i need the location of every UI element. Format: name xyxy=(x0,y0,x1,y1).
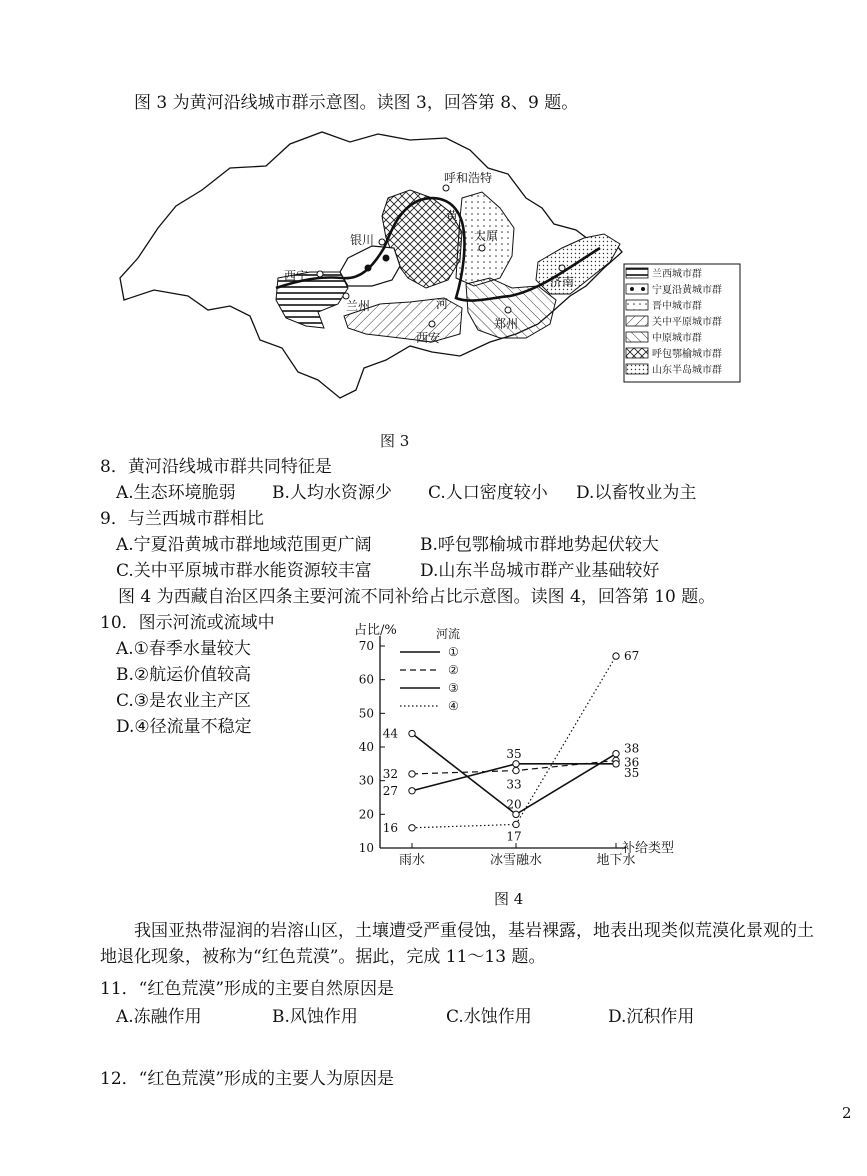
data-label: 35 xyxy=(506,746,522,761)
legend-label-1: ① xyxy=(448,645,459,659)
y-tick-label: 20 xyxy=(358,807,374,822)
fig3-caption: 图 3 xyxy=(380,432,410,450)
q11-option-d: D.沉积作用 xyxy=(608,1007,695,1027)
y-tick-label: 50 xyxy=(358,706,374,721)
data-point xyxy=(613,761,619,767)
city-yinchuan: 银川 xyxy=(350,233,375,247)
y-axis-label: 占比/% xyxy=(354,623,397,638)
data-point xyxy=(409,771,415,777)
legend-item-lanxi: 兰西城市群 xyxy=(652,269,702,280)
data-point xyxy=(513,761,519,767)
map-legend xyxy=(624,264,740,382)
data-point xyxy=(513,767,519,773)
legend-title: 河流 xyxy=(436,627,461,641)
x-tick-label: 地下水 xyxy=(596,853,636,868)
city-lanzhou: 兰州 xyxy=(346,299,371,313)
x-axis-label: 补给类型 xyxy=(622,841,675,856)
city-xining: 西宁 xyxy=(284,269,309,283)
data-point xyxy=(409,730,415,736)
q9-option-b: B.呼包鄂榆城市群地势起伏较大 xyxy=(420,535,659,555)
legend-item-zhongyuan: 中原城市群 xyxy=(652,333,702,344)
q8-option-c: C.人口密度较小 xyxy=(428,483,548,503)
city-hohhot: 呼和浩特 xyxy=(444,171,493,185)
legend-label-4: ④ xyxy=(448,699,459,713)
city-taiyuan: 太原 xyxy=(474,229,499,243)
fig4-caption: 图 4 xyxy=(494,890,524,908)
q9-option-d: D.山东半岛城市群产业基础较好 xyxy=(420,561,660,581)
q9-option-a: A.宁夏沿黄城市群地域范围更广阔 xyxy=(116,535,372,555)
data-point xyxy=(613,751,619,757)
q12-stem: 12．“红色荒漠”形成的主要人为原因是 xyxy=(100,1069,395,1089)
y-tick-label: 70 xyxy=(358,639,374,653)
q11-option-a: A.冻融作用 xyxy=(116,1007,202,1027)
city-zhengzhou: 郑州 xyxy=(494,317,519,331)
legend-item-guanzhong: 关中平原城市群 xyxy=(652,317,722,328)
q9-stem: 9．与兰西城市群相比 xyxy=(100,509,264,529)
q10-option-c: C.③是农业主产区 xyxy=(116,691,252,711)
data-label: 32 xyxy=(382,766,398,781)
q8-option-a: A.生态环境脆弱 xyxy=(116,483,236,503)
river-label-huang: 黄 xyxy=(446,209,459,223)
data-label: 36 xyxy=(624,755,640,770)
data-label: 35 xyxy=(624,765,640,780)
q8-option-d: D.以畜牧业为主 xyxy=(576,483,697,503)
y-tick-label: 40 xyxy=(358,740,374,754)
intro-fig4: 图 4 为西藏自治区四条主要河流不同补给占比示意图。读图 4，回答第 10 题。 xyxy=(118,587,716,607)
y-tick-label: 30 xyxy=(358,773,374,788)
recharge-line-chart xyxy=(340,612,700,874)
legend-item-jinzhong: 晋中城市群 xyxy=(652,301,702,312)
city-xian: 西安 xyxy=(416,331,441,345)
q10-option-a: A.①春季水量较大 xyxy=(116,639,251,659)
q10-stem: 10．图示河流或流域中 xyxy=(100,613,275,633)
legend-label-2: ② xyxy=(448,663,459,677)
legend-label-3: ③ xyxy=(448,681,459,695)
q11-stem: 11．“红色荒漠”形成的主要自然原因是 xyxy=(100,979,395,999)
x-tick-label: 雨水 xyxy=(398,853,426,868)
passage-line-2: 地退化现象，被称为“红色荒漠”。据此，完成 11～13 题。 xyxy=(100,947,546,967)
q10-option-d: D.④径流量不稳定 xyxy=(116,717,252,737)
data-label: 17 xyxy=(506,829,522,844)
data-label: 67 xyxy=(624,649,640,664)
intro-fig3: 图 3 为黄河沿线城市群示意图。读图 3，回答第 8、9 题。 xyxy=(134,93,579,113)
data-point xyxy=(513,811,519,817)
q11-option-c: C.水蚀作用 xyxy=(446,1007,532,1027)
passage-line-1: 我国亚热带湿润的岩溶山区，土壤遭受严重侵蚀，基岩裸露，地表出现类似荒漠化景观的土 xyxy=(134,921,814,941)
data-point xyxy=(613,653,619,659)
x-tick-label: 冰雪融水 xyxy=(489,853,543,868)
city-jinan: 济南 xyxy=(550,275,575,289)
data-label: 16 xyxy=(382,820,398,835)
data-label: 38 xyxy=(624,741,640,756)
q9-option-c: C.关中平原城市群水能资源较丰富 xyxy=(116,561,372,581)
q8-stem: 8．黄河沿线城市群共同特征是 xyxy=(100,457,332,477)
y-tick-label: 10 xyxy=(358,841,374,855)
page-number: 2 xyxy=(842,1104,852,1122)
legend-item-shandong: 山东半岛城市群 xyxy=(652,365,722,376)
data-point xyxy=(409,788,415,794)
legend-item-hubaoeyu: 呼包鄂榆城市群 xyxy=(652,349,722,360)
river-label-he: 河 xyxy=(436,297,449,311)
data-label: 44 xyxy=(382,726,398,741)
data-point xyxy=(409,825,415,831)
legend-item-ningxia: 宁夏沿黄城市群 xyxy=(652,285,722,296)
data-point xyxy=(513,821,519,827)
q11-option-b: B.风蚀作用 xyxy=(272,1007,358,1027)
y-tick-label: 60 xyxy=(358,672,374,687)
data-label: 33 xyxy=(506,777,522,792)
data-label: 20 xyxy=(506,797,522,812)
yellow-river-map xyxy=(110,128,770,408)
data-label: 27 xyxy=(382,783,398,798)
q10-option-b: B.②航运价值较高 xyxy=(116,665,252,685)
q8-option-b: B.人均水资源少 xyxy=(272,483,392,503)
